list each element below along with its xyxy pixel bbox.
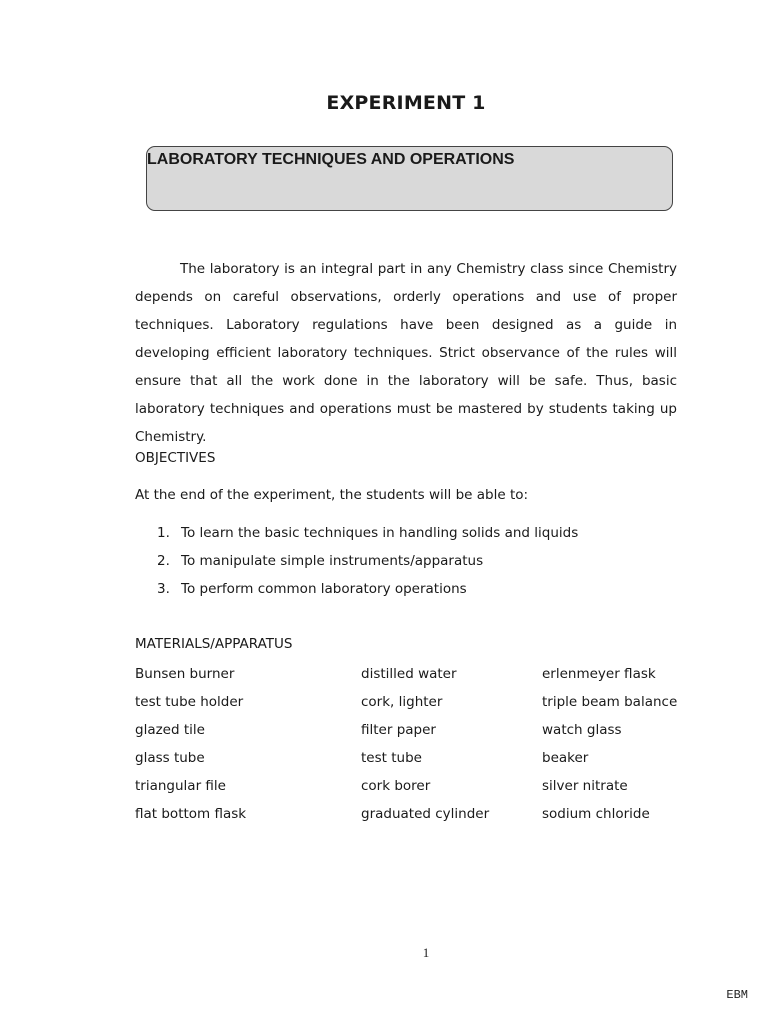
material-item: glass tube	[135, 750, 205, 766]
material-item: cork, lighter	[361, 694, 443, 710]
material-item: graduated cylinder	[361, 806, 490, 822]
materials-row	[135, 804, 695, 832]
material-item: filter paper	[361, 722, 436, 738]
page-number: 1	[422, 945, 430, 960]
materials-grid	[135, 664, 695, 832]
title-box	[146, 146, 673, 211]
materials-row	[135, 664, 695, 692]
materials-row	[135, 776, 695, 804]
material-item: beaker	[542, 750, 589, 766]
material-item: triple beam balance	[542, 694, 678, 710]
objective-text: To manipulate simple instruments/apparatus	[181, 553, 484, 569]
experiment-subtitle: LABORATORY TECHNIQUES AND OPERATIONS	[147, 151, 515, 168]
footer-initials: EBM	[726, 988, 748, 1002]
objective-text: To perform common laboratory operations	[181, 581, 467, 597]
material-item: test tube	[361, 750, 422, 766]
objective-number: 1.	[157, 525, 170, 541]
objective-item	[157, 522, 578, 550]
objective-item	[157, 550, 578, 578]
material-item: glazed tile	[135, 722, 205, 738]
material-item: flat bottom flask	[135, 806, 247, 822]
material-item: silver nitrate	[542, 778, 628, 794]
objective-text: To learn the basic techniques in handling solids and liquids	[181, 525, 579, 541]
material-item: erlenmeyer flask	[542, 666, 656, 682]
objective-number: 2.	[157, 553, 170, 569]
objective-item	[157, 578, 578, 606]
intro-paragraph: The laboratory is an integral part in any Chemistry class since Chemistry depends on careful observations, orderly operations and use of proper techniques. Laboratory regulations have been designed as a guide in developing efficient laboratory techniques. Strict observance of the rules will ensure that all the work done in the laboratory will be safe. Thus, basic laboratory techniques and operations must be mastered by students taking up Chemistry.	[135, 261, 677, 445]
material-item: Bunsen burner	[135, 666, 235, 682]
material-item: sodium chloride	[542, 806, 650, 822]
objective-number: 3.	[157, 581, 170, 597]
material-item: watch glass	[542, 722, 622, 738]
objectives-lead: At the end of the experiment, the students will be able to:	[135, 487, 529, 503]
material-item: cork borer	[361, 778, 431, 794]
experiment-title: EXPERIMENT 1	[326, 92, 486, 114]
material-item: triangular file	[135, 778, 226, 794]
materials-row	[135, 720, 695, 748]
materials-row	[135, 692, 695, 720]
objectives-list	[157, 522, 578, 606]
materials-heading: MATERIALS/APPARATUS	[135, 636, 293, 652]
material-item: distilled water	[361, 666, 457, 682]
objectives-heading: OBJECTIVES	[135, 450, 216, 466]
material-item: test tube holder	[135, 694, 244, 710]
materials-row	[135, 748, 695, 776]
